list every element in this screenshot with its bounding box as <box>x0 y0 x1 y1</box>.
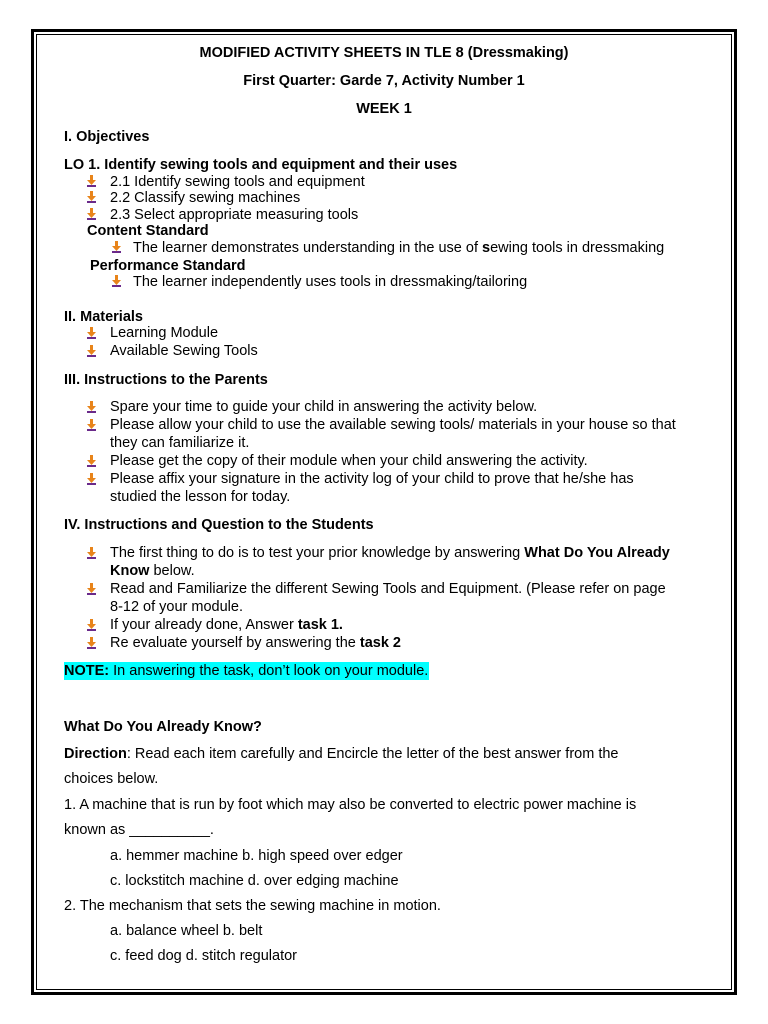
students-item: If your already done, Answer task 1. <box>110 617 343 633</box>
parents-item: Spare your time to guide your child in answering the activity below. <box>110 399 538 415</box>
bullet-arrow-icon <box>86 401 97 413</box>
content-standard-heading: Content Standard <box>87 223 209 239</box>
parents-item: Please affix your signature in the activity log of your child to prove that he/she has <box>110 471 634 487</box>
bullet-arrow-icon <box>86 583 97 595</box>
students-item-continued: 8-12 of your module. <box>110 599 243 615</box>
note-highlight <box>64 662 429 680</box>
performance-standard-text: The learner independently uses tools in dressmaking/tailoring <box>133 274 528 290</box>
objective-item: 2.1 Identify sewing tools and equipment <box>110 174 365 190</box>
document-subtitle: First Quarter: Garde 7, Activity Number 1 <box>243 73 525 89</box>
objective-item: 2.3 Select appropriate measuring tools <box>110 207 359 223</box>
week-label: WEEK 1 <box>356 101 412 117</box>
note-label: NOTE: <box>64 663 110 679</box>
bullet-arrow-icon <box>86 473 97 485</box>
bullet-arrow-icon <box>86 547 97 559</box>
students-heading: IV. Instructions and Question to the Students <box>64 517 374 533</box>
performance-standard-heading: Performance Standard <box>90 258 246 274</box>
students-item-continued: Know below. <box>110 563 195 579</box>
note-text: In answering the task, don’t look on your module. <box>109 663 429 679</box>
students-item: Re evaluate yourself by answering the task 2 <box>110 635 401 651</box>
question-2-choices: c. feed dog d. stitch regulator <box>110 948 297 964</box>
parents-heading: III. Instructions to the Parents <box>64 372 268 388</box>
question-1-choices: a. hemmer machine b. high speed over edger <box>110 848 403 864</box>
bullet-arrow-icon <box>86 619 97 631</box>
quiz-heading: What Do You Already Know? <box>64 719 262 735</box>
question-1: 1. A machine that is run by foot which may also be converted to electric power machine is <box>64 797 637 813</box>
bullet-arrow-icon <box>86 345 97 357</box>
document-title: MODIFIED ACTIVITY SHEETS IN TLE 8 (Dressmaking) <box>199 45 569 61</box>
bullet-arrow-icon <box>86 208 97 220</box>
objectives-heading: I. Objectives <box>64 129 150 145</box>
quiz-direction: Direction: Read each item carefully and Encircle the letter of the best answer from the <box>64 746 619 762</box>
question-1-choices: c. lockstitch machine d. over edging machine <box>110 873 399 889</box>
bullet-arrow-icon <box>86 191 97 203</box>
question-1-continued: known as __________. <box>64 822 214 838</box>
bullet-arrow-icon <box>86 327 97 339</box>
material-item: Learning Module <box>110 325 219 341</box>
question-2-choices: a. balance wheel b. belt <box>110 923 263 939</box>
parents-item-continued: studied the lesson for today. <box>110 489 291 505</box>
lo-heading: LO 1. Identify sewing tools and equipment and their uses <box>64 157 458 173</box>
materials-heading: II. Materials <box>64 309 143 325</box>
objective-item: 2.2 Classify sewing machines <box>110 190 301 206</box>
bullet-arrow-icon <box>86 455 97 467</box>
students-item: The first thing to do is to test your prior knowledge by answering What Do You Already <box>110 545 670 561</box>
parents-item-continued: they can familiarize it. <box>110 435 250 451</box>
parents-item: Please get the copy of their module when your child answering the activity. <box>110 453 588 469</box>
bullet-arrow-icon <box>86 175 97 187</box>
material-item: Available Sewing Tools <box>110 343 258 359</box>
content-standard-text: The learner demonstrates understanding in the use of sewing tools in dressmaking <box>133 240 665 256</box>
bullet-arrow-icon <box>111 241 122 253</box>
bullet-arrow-icon <box>86 637 97 649</box>
question-2: 2. The mechanism that sets the sewing machine in motion. <box>64 898 441 914</box>
bullet-arrow-icon <box>111 275 122 287</box>
parents-item: Please allow your child to use the available sewing tools/ materials in your house so that <box>110 417 676 433</box>
students-item: Read and Familiarize the different Sewing Tools and Equipment. (Please refer on page <box>110 581 666 597</box>
bullet-arrow-icon <box>86 419 97 431</box>
quiz-direction-continued: choices below. <box>64 771 159 787</box>
